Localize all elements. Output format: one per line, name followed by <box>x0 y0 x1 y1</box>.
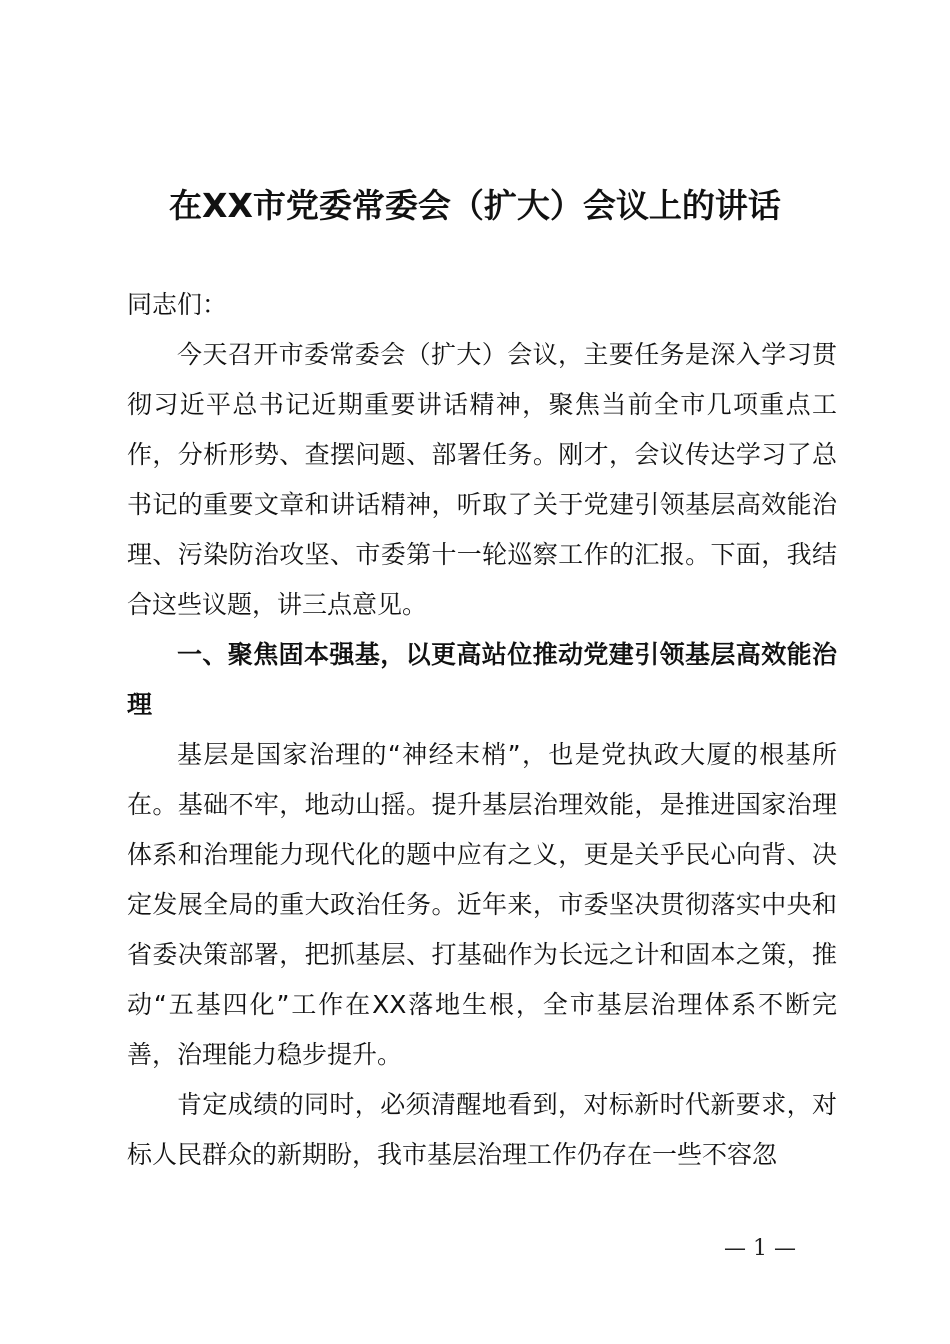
page-number: — 1 — <box>724 1236 796 1261</box>
salutation: 同志们： <box>127 290 228 319</box>
document-body <box>127 280 837 1180</box>
section-heading-1: 一、聚焦固本强基，以更高站位推动党建引领基层高效能治理 <box>127 640 837 719</box>
paragraph-intro: 今天召开市委常委会（扩大）会议，主要任务是深入学习贯彻习近平总书记近期重要讲话精神，聚焦当前全市几项重点工作，分析形势、查摆问题、部署任务。刚才，会议传达学习了总书记的重要文章和讲话精神，听取了关于党建引领基层高效能治理、污染防治攻坚、市委第十一轮巡察工作的汇报。下面，我结合这些议题，讲三点意见。 <box>127 340 837 619</box>
document-title: 在XX市党委常委会（扩大）会议上的讲话 <box>169 186 781 225</box>
paragraph-problems: 肯定成绩的同时，必须清醒地看到，对标新时代新要求，对标人民群众的新期盼，我市基层治理工作仍存在一些不容忽 <box>127 1090 837 1169</box>
paragraph-grassroots: 基层是国家治理的“神经末梢”，也是党执政大厦的根基所在。基础不牢，地动山摇。提升基层治理效能，是推进国家治理体系和治理能力现代化的题中应有之义，更是关乎民心向背、决定发展全局的重大政治任务。近年来，市委坚决贯彻落实中央和省委决策部署，把抓基层、打基础作为长远之计和固本之策，推动“五基四化”工作在XX落地生根，全市基层治理体系不断完善，治理能力稳步提升。 <box>127 740 837 1069</box>
